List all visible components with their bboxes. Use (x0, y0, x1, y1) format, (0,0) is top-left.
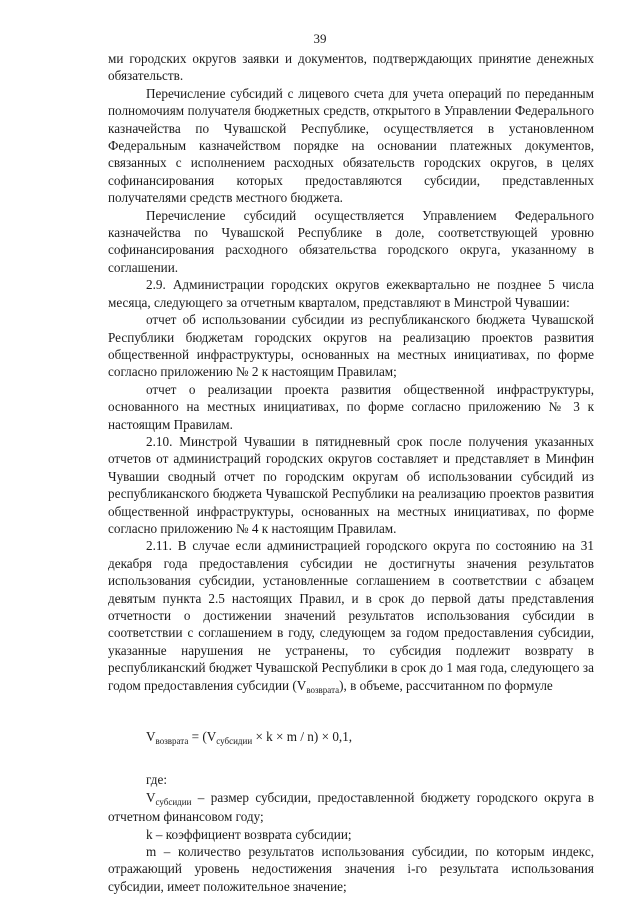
paragraph-2-11-tail: ), в объеме, рассчитанном по формуле (339, 677, 553, 693)
paragraph-report-project: отчет о реализации проекта развития общественной инфраструктуры, основанного на местных инициативах, по форме согласно приложению № 3 к настоящим Правилам. (108, 381, 594, 432)
paragraph-2: Перечисление субсидий с лицевого счета для учета операций по переданным полномочиям получателя бюджетных средств, открытого в Управлении Федерального казначейства по Чувашской Республике, осуществляется в установленном Федеральным казначейством порядке на основании платежных документов, связанных с исполнением расходных обязательств городских округов, в целях софинансирования которых предоставляются субсидии, представленных получателями средств местного бюджета. (108, 85, 594, 206)
paragraph-2-11 (108, 537, 594, 696)
paragraph-2-10: 2.10. Минстрой Чувашии в пятидневный срок после получения указанных отчетов от администраций городских округов составляет и представляет в Минфин Чувашии сводный отчет по городским округам об использовании субсидий из республиканского бюджета Чувашской Республики на реализацию проектов развития общественной инфраструктуры, основанных на местных инициативах, по форме согласно приложению № 4 к настоящим Правилам. (108, 433, 594, 536)
definition-v: $V_{субсидии}$ – размер субсидии, предоставленной бюджету городского округа в отчетном финансовом году; (108, 789, 594, 825)
paragraph-3: Перечисление субсидий осуществляется Управлением Федерального казначейства по Чувашской Республике в доле, соответствующей уровню софинансирования расходного обязательства городского округа, указанному в соглашении. (108, 207, 594, 275)
definition-m: m – количество результатов использования субсидии, по которым индекс, отражающий уровень недостижения значения i-го результата использования субсидии, имеет положительное значение; (108, 844, 594, 894)
paragraph-report-usage: отчет об использовании субсидии из республиканского бюджета Чувашской Республики бюджетам городских округов на реализацию проектов развития общественной инфраструктуры, основанных на местных инициативах, по форме согласно приложению № 2 к настоящим Правилам; (108, 312, 594, 380)
formula-sub-subsidy: субсидии (216, 736, 253, 747)
where-label: где: (146, 772, 167, 788)
paragraph-2-9: 2.9. Администрации городских округов ежеквартально не позднее 5 числа месяца, следующего за отчетным кварталом, представляют в Минстрой Чувашии: (108, 277, 594, 310)
formula-sub-return: возврата (155, 736, 189, 747)
page-number: 39 (313, 31, 327, 46)
paragraph-2-11-text: 2.11. В случае если администрацией городского округа по состоянию на 31 декабря года предоставления субсидии не достигнуты значения результатов использования субсидии, установленные соглашением в соответствии с абзацем девятым пункта 2.5 настоящих Правил, и в срок до первой даты представления отчетности о достижении значений результатов использования субсидии в соответствии с соглашением в году, следующем за годом предоставления субсидии, указанные нарушения не устранены, то субсидия подлежит возврату в республиканский бюджет Чувашской Республики в срок до 1 мая года, следующего за годом предоставления субсидии (V (108, 538, 594, 693)
return-formula: $V_{возврата} = (V_{субсидии} \times k \times m / n) \times 0,1$, (146, 729, 353, 747)
definition-k: k – коэффициент возврата субсидии; (146, 826, 352, 842)
body-text (108, 50, 594, 895)
subscript-return: возврата (306, 684, 340, 695)
paragraph-1: ми городских округов заявки и документов, подтверждающих принятие денежных обязательств. (108, 51, 594, 84)
definition-v-sub: субсидии (155, 796, 192, 807)
